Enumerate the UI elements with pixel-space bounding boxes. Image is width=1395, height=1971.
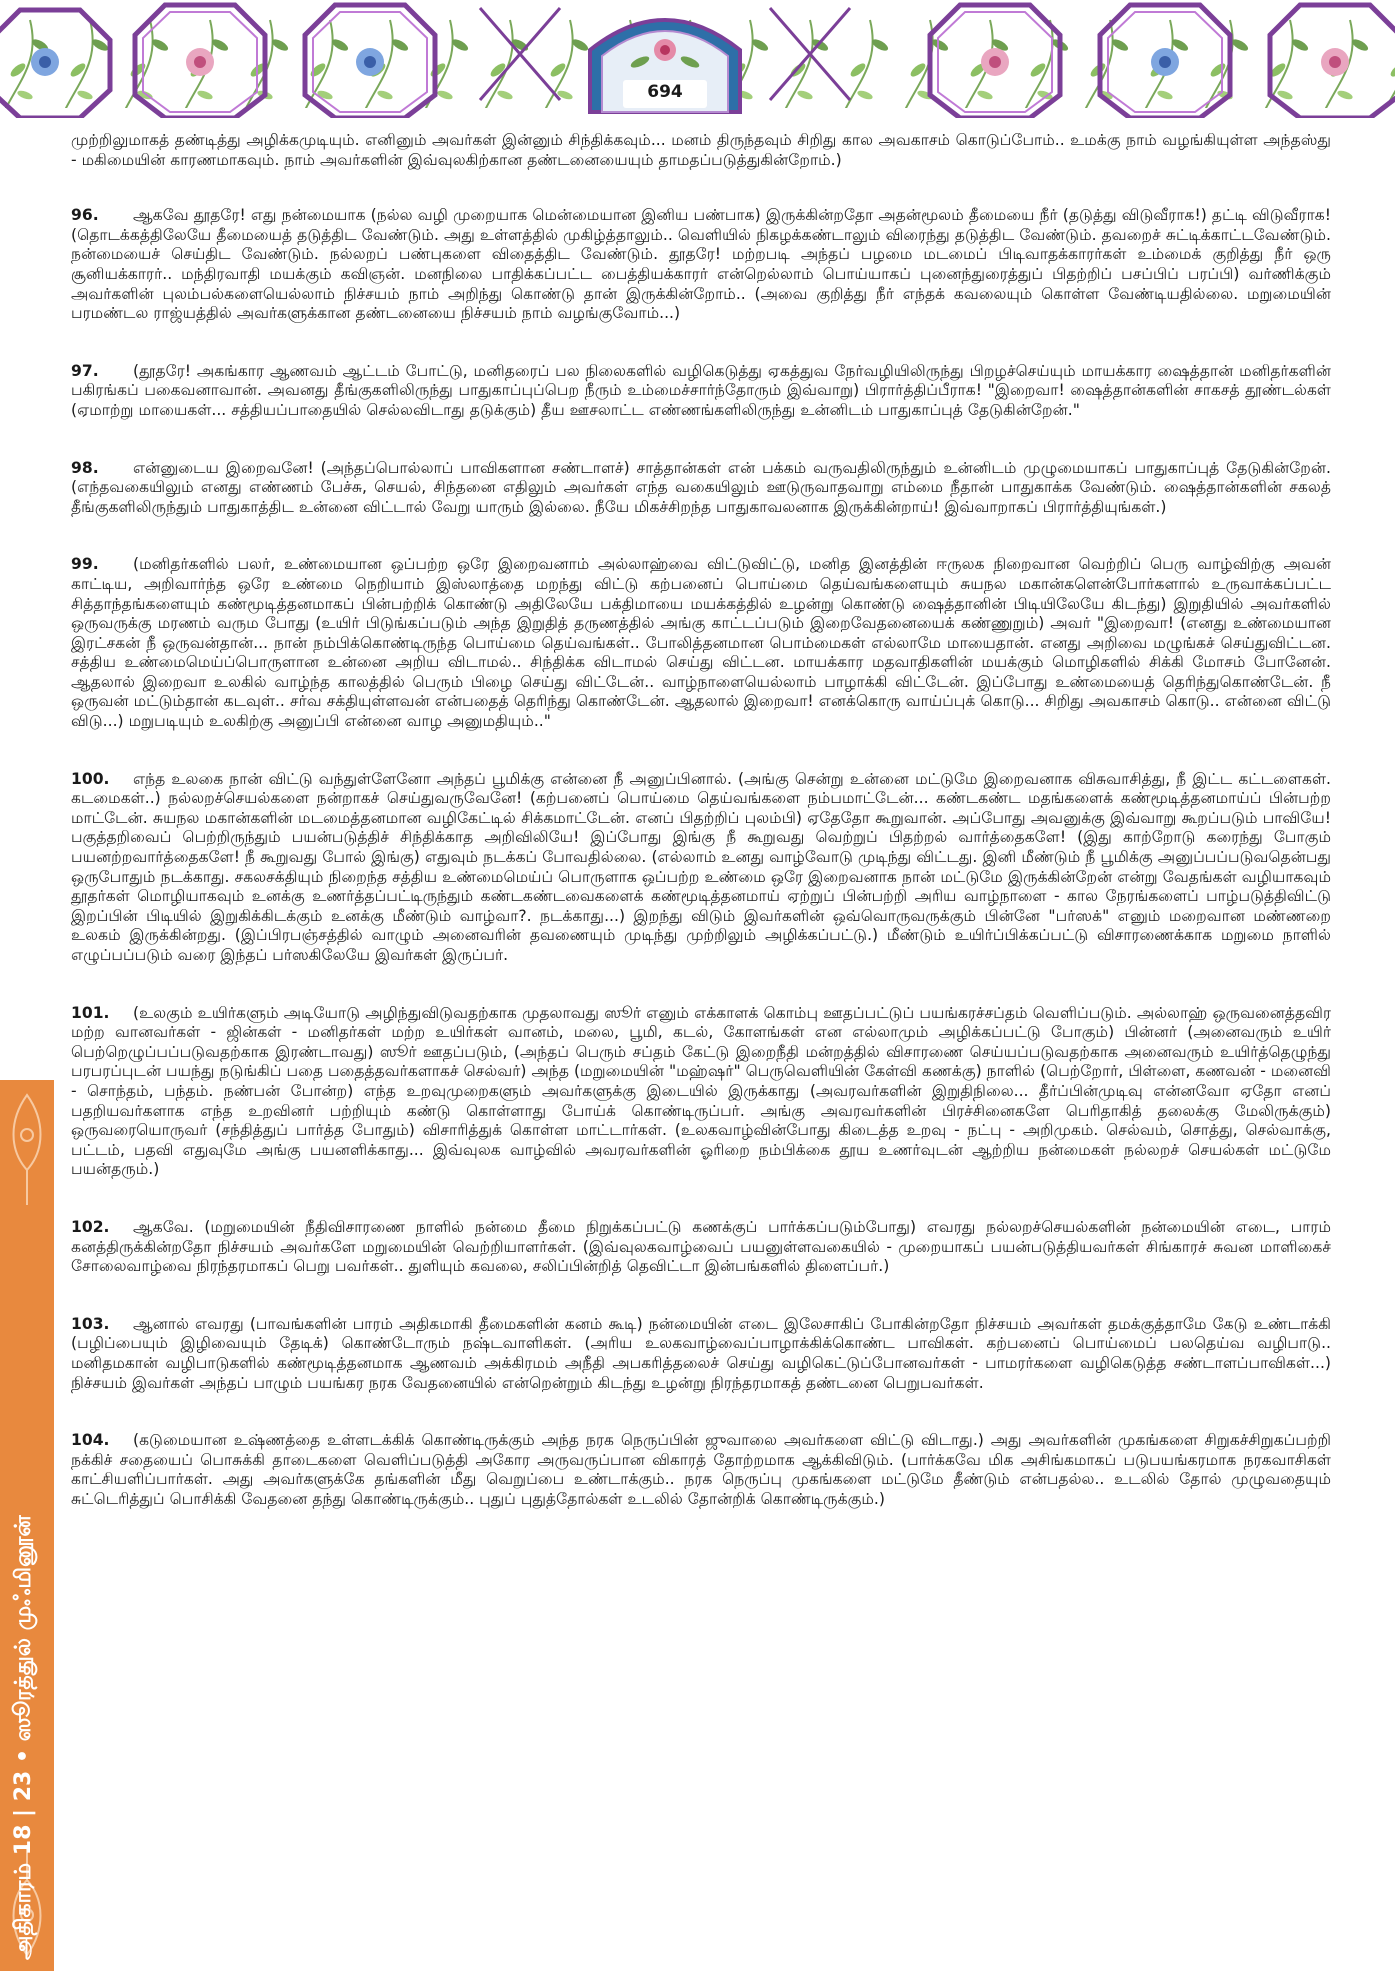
verse-paragraph	[71, 1218, 1331, 1277]
verse-paragraph	[71, 206, 1331, 324]
paragraph-text: (கடுமையான உஷ்ணத்தை உள்ளடக்கிக் கொண்டிருக்கும் அந்த நரக நெருப்பின் ஜுவாலை அவர்களை விட்டு விடாது.) அது அவர்களின் முகங்களை சிறுகச்சிறுகப்பற்றி நக்கிச் சதையைப் பொசுக்கி தாடைகளை வெளிப்படுத்தி அகோர அருவருப்பான விகாரத் தோற்றமாக ஆக்கிவிடும். (பார்க்கவே மிக அசிங்கமாகப் படுபயங்கரமாக நரகவாசிகள் காட்சியளிப்பார்கள். அது அவர்களுக்கே தங்களின் மீது வெறுப்பை உண்டாக்கும்.. நரக நெருப்பு முகங்களை மட்டுமே தீண்டும் என்பதல்ல.. உடலில் தோல் முழுவதையும் சுட்டெரித்துப் பொசிக்கி வேதனை தந்து கொண்டிருக்கும்.. புதுப் புதுத்தோல்கள் உடலில் தோன்றிக் கொண்டிருக்கும்.)	[71, 1431, 1331, 1508]
paragraph-text: முற்றிலுமாகத் தண்டித்து அழிக்கமுடியும். எனினும் அவர்கள் இன்னும் சிந்திக்கவும்... மனம் திருந்தவும் சிறிது கால அவகாசம் கொடுப்போம்.. உமக்கு நாம் வழங்கியுள்ள அந்தஸ்து - மகிமையின் காரணமாகவும். நாம் அவர்களின் இவ்வுலகிற்கான தண்டனையையும் தாமதப்படுத்துகின்றோம்.)	[71, 131, 1331, 169]
page-number: 694	[647, 82, 683, 102]
verse-paragraph	[71, 1431, 1331, 1509]
verse-number: 103.	[71, 1314, 110, 1333]
verse-paragraph	[71, 362, 1331, 421]
verse-paragraph	[71, 770, 1331, 966]
floral-ornament-icon	[4, 1090, 50, 1210]
paragraph-text: ஆகவே தூதரே! எது நன்மையாக (நல்ல வழி முறையாக மென்மையான இனிய பண்பாக) இருக்கின்றதோ அதன்மூலம் தீமையை நீர் (தடுத்து விடுவீராக!) தட்டி விடுவீராக! (தொடக்கத்திலேயே தீமையைத் தடுத்திட வேண்டும். அது உள்ளத்தில் முகிழ்த்தாலும்.. வெளியில் நிகழக்கண்டாலும் விரைந்து தடுத்திட வேண்டும். தவறைச் சுட்டிக்காட்டவேண்டும். நன்மையைச் செய்திட வேண்டும். நல்லறப் பண்புகளை விதைத்திட வேண்டும். தூதரே! மற்றபடி அந்தப் பழமை மடமைப் பிடிவாதக்காரர்கள் உம்மைக் குறித்து நீர் ஒரு சூனியக்காரர்.. மந்திரவாதி மயக்கும் கவிஞன். மனநிலை பாதிக்கப்பட்ட பைத்தியக்காரர் என்றெல்லாம் பொய்யாகப் புனைந்துரைத்துப் பிதற்றிப் பசப்பிப் பரப்பி) வர்ணிக்கும் அவர்களின் புலம்பல்களையெல்லாம் நிச்சயம் நாம் அறிந்து கொண்டு தான் இருக்கின்றோம்.. (அவை குறித்து நீர் எந்தக் கவலையும் கொள்ள வேண்டியதில்லை. மறுமையின் பரமண்டல ராஜ்யத்தில் அவர்களுக்கான தண்டனையை நிச்சயம் நாம் வழங்குவோம்...)	[71, 206, 1331, 323]
verse-paragraph	[71, 131, 1331, 170]
verse-number: 104.	[71, 1431, 110, 1450]
verse-number: 99.	[71, 555, 99, 574]
verse-paragraph	[71, 1315, 1331, 1393]
verse-number: 102.	[71, 1217, 110, 1236]
paragraph-text: எந்த உலகை நான் விட்டு வந்துள்ளேனோ அந்தப் பூமிக்கு என்னை நீ அனுப்பினால். (அங்கு சென்று உன்னை மட்டுமே இறைவனாக விசுவாசித்து, நீ இட்ட கட்டளைகள். கடமைகள்..) நல்லறச்செயல்களை நன்றாகச் செய்துவருவேனே! (கற்பனைப் பொய்மை தெய்வங்களை நம்பமாட்டேன்... கண்டகண்ட மதங்களைக் கண்மூடித்தனமாய்ப் பின்பற்ற மாட்டேன். சுயநல மகான்களின் மடமைத்தனமான வழிகேட்டில் சிக்கமாட்டேன். எனப் பிதற்றிப் புலம்பி) ஏதேதோ கூறுவான். அப்போது அவனுக்கு இவ்வாறு கூறப்படும் பாவியே! பகுத்தறிவைப் பெற்றிருந்தும் பயன்படுத்திச் சிந்திக்காத அறிவிலியே! இப்போது இங்கு நீ கூறுவது வெற்றுப் பிதற்றல் வார்த்தைகளே! (இது காற்றோடு கரைந்து போகும் பயனற்றவார்த்தைகளே! நீ கூறுவது போல் இங்கு) எதுவும் நடக்கப் போவதில்லை. (எல்லாம் உனது வாழ்வோடு முடிந்து விட்டது. இனி மீண்டும் நீ பூமிக்கு அனுப்பப்படுவதென்பது ஒருபோதும் நடக்காது. சகலசக்தியும் நிறைந்த சத்திய உண்மைமெய்ப் பொருளாக ஒப்பற்ற உண்மை ஒரே இறைவனாக நான் மட்டுமே இருக்கின்றேன் என்று வேதங்கள் வழியாகவும் தூதர்கள் மொழியாகவும் உனக்கு உணர்த்தப்பட்டிருந்தும் கண்டகண்டவைகளைக் கண்மூடித்தனமாய் ஏற்றுப் பின்பற்றி அரிய வாழ்நாளை - கால நேரங்களைப் பாழ்படுத்திவிட்டு இறப்பின் பிடியில் இறுகிக்கிடக்கும் உனக்கு மீண்டும் வாழ்வா?. நடக்காது...) இறந்து விடும் இவர்களின் ஒவ்வொருவருக்கும் பின்னே "பர்ஸக்" எனும் மறைவான மண்ணறை உலகம் இருக்கின்றது. (இப்பிரபஞ்சத்தில் வாழும் அனைவரின் தவணையும் முடிந்து முற்றிலும் அழிக்கப்பட்டு.) மீண்டும் உயிர்ப்பிக்கப்பட்டு விசாரணைக்காக மறுமை நாளில் எழுப்பப்படும் வரை இந்தப் பர்ஸகிலேயே இவர்கள் இருப்பர்.	[71, 769, 1331, 964]
paragraph-text: (மனிதர்களில் பலர், உண்மையான ஒப்பற்ற ஒரே இறைவனாம் அல்லாஹ்வை விட்டுவிட்டு, மனித இனத்தின் ஈருலக நிறைவான வெற்றிப் பெரு வாழ்விற்கு அவன் காட்டிய, அறிவார்ந்த ஒரே உண்மை நெறியாம் இஸ்லாத்தை மறந்து விட்டு கற்பனைப் பொய்மை தெய்வங்களையும் சுயநல மகான்களென்போர்களால் உருவாக்கப்பட்ட சித்தாந்தங்களையும் கண்மூடித்தனமாகப் பின்பற்றிக் கொண்டு அதிலேயே பக்திமாயை மயக்கத்தில் உழன்று கொண்டு ஷைத்தானின் பிடியிலேயே கிடந்து) இறுதியில் அவர்களில் ஒருவருக்கு மரணம் வரும போது (உயிர் பிடுங்கப்படும் அந்த இறுதித் தருணத்தில் அங்கு காட்டப்படும் இறைவேதனையைக் கண்ணுறும்) அவர் "இறைவா! (எனது உண்மையான இரட்சகன் நீ ஒருவன்தான்... நான் நம்பிக்கொண்டிருந்த பொய்மை தெய்வங்கள்.. போலித்தனமான பொம்மைகள் எல்லாமே மாயைதான். எனது அறிவை மழுங்கச் செய்துவிட்டன. சத்திய உண்மைமெய்ப்பொருளான உன்னை அறிய விடாமல்.. சிந்திக்க விடாமல் செய்து விட்டன. மாயக்கார மதவாதிகளின் மயக்கும் மொழிகளில் சிக்கி மோசம் போனேன். ஆதலால் இறைவா உலகில் வாழ்ந்த காலத்தில் பெரும் பிழை செய்து விட்டேன்.. வாழ்நாளையெல்லாம் பாழாக்கி விட்டேன். இப்போது உண்மையைத் தெரிந்துகொண்டேன். நீ ஒருவன் மட்டும்தான் கடவுள்.. சர்வ சக்தியுள்ளவன் என்பதைத் தெரிந்து கொண்டேன். ஆதலால் இறைவா! எனக்கொரு வாய்ப்புக் கொடு... சிறிது அவகாசம் கொடு.. என்னை விட்டு விடு...) மறுபடியும் உலகிற்கு அனுப்பி என்னை வாழ அனுமதியும்.."	[71, 555, 1331, 731]
chapter-surah-label: அதிகாரம் 18 | 23 • ஸூரத்துல் முஃமினூன்	[11, 1515, 36, 1960]
verse-number: 97.	[71, 361, 99, 380]
paragraph-text: என்னுடைய இறைவனே! (அந்தப்பொல்லாப் பாவிகளான சண்டாளச்) சாத்தான்கள் என் பக்கம் வருவதிலிருந்தும் உன்னிடம் முழுமையாகப் பாதுகாப்புத் தேடுகின்றேன். (எந்தவகையிலும் எனது எண்ணம் பேச்சு, செயல், சிந்தனை எதிலும் அவர்கள் எந்த வகையிலும் ஊடுருவாதவாறு எம்மை நீதான் பாதுகாக்க வேண்டும். ஷைத்தான்களின் சகலத் தீங்குகளிலிருந்தும் பாதுகாத்திட உன்னை விட்டால் வேறு யாரும் இல்லை. நீயே மிகச்சிறந்த பாதுகாவலனாக இருக்கின்றாய்! இவ்வாறாகப் பிரார்த்தியுங்கள்.)	[71, 458, 1331, 516]
paragraph-text: ஆகவே. (மறுமையின் நீதிவிசாரணை நாளில் நன்மை தீமை நிறுக்கப்பட்டு கணக்குப் பார்க்கப்படும்போது) எவரது நல்லறச்செயல்களின் நன்மையின் எடை, பாரம் கனத்திருக்கின்றதோ நிச்சயம் அவர்களே மறுமையின் வெற்றியாளர்கள். (இவ்வுலகவாழ்வைப் பயனுள்ளவகையில் - முறையாகப் பயன்படுத்தியவர்கள் சிங்காரச் சுவன மாளிகைச் சோலைவாழ்வை நிரந்தரமாகப் பெறு பவர்கள்.. துளியும் கவலை, சலிப்பின்றித் தெவிட்டா இன்பங்களில் திளைப்பர்.)	[71, 1217, 1331, 1276]
paragraph-text: (தூதரே! அகங்கார ஆணவம் ஆட்டம் போட்டு, மனிதரைப் பல நிலைகளில் வழிகெடுத்து ஏகத்துவ நேர்வழியிலிருந்து பிறழச்செய்யும் மாயக்கார ஷைத்தான் மனிதர்களின் பகிரங்கப் பகைவனாவான். அவனது தீங்குகளிலிருந்து பாதுகாப்புப்பெற நீரும் உம்மைச்சார்ந்தோரும் இவ்வாறு) பிரார்த்திப்பீராக! "இறைவா! ஷைத்தான்களின் சாகசத் தூண்டல்கள் (ஏமாற்று மாயைகள்... சத்தியப்பாதையில் செல்லவிடாது தடுக்கும்) தீய ஊசலாட்ட எண்ணங்களிலிருந்து உன்னிடம் பாதுகாப்புத் தேடுகின்றேன்."	[71, 361, 1331, 419]
decorative-header-border	[0, 0, 1395, 118]
verse-paragraph	[71, 459, 1331, 518]
verse-commentary-body	[71, 131, 1331, 1547]
verse-paragraph	[71, 1004, 1331, 1180]
paragraph-text: ஆனால் எவரது (பாவங்களின் பாரம் அதிகமாகி தீமைகளின் கனம் கூடி) நன்மையின் எடை இலேசாகிப் போகின்றதோ நிச்சயம் அவர்கள் தமக்குத்தாமே கேடு உண்டாக்கி (பழிப்பையும் இழிவையும் தேடிக்) கொண்டோரும் நஷ்டவாளிகள். (அரிய உலகவாழ்வைப்பாழாக்கிக்கொண்ட பாவிகள். கற்பனைப் பொய்மைப் பலதெய்வ வழிபாடு.. மனிதமகான் வழிபாடுகளில் கண்மூடித்தனமாக ஆணவம் அக்கிரமம் அநீதி அபகரித்தலைச் செய்து வழிகெட்டுப்போனவர்கள் - பாமரர்களை வழிகெடுத்த சண்டாளப்பாவிகள்...) நிச்சயம் இவர்கள் அந்தப் பாழும் பயங்கர நரக வேதனையில் என்றென்றும் கிடந்து உழன்று நிரந்தரமாகத் தண்டனை பெறுபவர்கள்.	[71, 1314, 1331, 1392]
verse-number: 96.	[71, 206, 99, 225]
verse-number: 100.	[71, 769, 110, 788]
paragraph-text: (உலகும் உயிர்களும் அடியோடு அழிந்துவிடுவதற்காக முதலாவது ஸூர் எனும் எக்காளக் கொம்பு ஊதப்பட்டுப் பயங்கரச்சப்தம் வெளிப்படும். அல்லாஹ் ஒருவனைத்தவிர மற்ற வானவர்கள் - ஜின்கள் - மனிதர்கள் மற்ற உயிர்கள் வானம், மலை, பூமி, கடல், கோளங்கள் என எல்லாமும் அழிக்கப்பட்டு போகும்) பின்னர் (அனைவரும் உயிர் பெற்றெழுப்பப்படுவதற்காக இரண்டாவது) ஸூர் ஊதப்படும், (அந்தப் பெரும் சப்தம் கேட்டு இறைநீதி மன்றத்தில் விசாரணை செய்யப்படுவதற்காக அனைவரும் உயிர்த்தெழுந்து பரபரப்புடன் பயந்து நடுங்கிப் பதை பதைத்தவர்களாகச் செல்வர்) அந்த (மறுமையின் "மஹ்ஷர்" பெருவெளியின் கேள்வி கணக்கு) நாளில் (பெற்றோர், பிள்ளை, கணவன் - மனைவி - சொந்தம், பந்தம். நண்பன் போன்ற) எந்த உறவுமுறைகளும் அவர்களுக்கு இடையில் இருக்காது (அவரவர்களின் இறுதிநிலை... தீர்ப்பின்முடிவு என்னவோ ஏதோ எனப் பதறியவர்களாக எந்த உறவினர் பற்றியும் கண்டு கொள்ளாது போய்க் கொண்டிருப்பர். அங்கு அவரவர்களின் பிரச்சினைகளே பெரிதாகித் தலைக்கு மேலிருக்கும்) ஒருவரையொருவர் (சந்தித்துப் பார்த்த போதும்) விசாரித்துக் கொள்ள மாட்டார்கள். (உலகவாழ்வின்போது கிடைத்த உறவு - நட்பு - அறிமுகம். செல்வம், சொத்து, செல்வாக்கு, பட்டம், பதவி எதுவுமே அங்கு பயனளிக்காது... இவ்வுலக வாழ்வில் அவரவர்களின் ஓரிறை நம்பிக்கை தூய உணர்வுடன் ஆற்றிய நன்மைகள் நல்லறச் செயல்கள் மட்டுமே பயன்தரும்.)	[71, 1003, 1332, 1179]
verse-number: 101.	[71, 1003, 110, 1022]
verse-paragraph	[71, 555, 1331, 731]
verse-number: 98.	[71, 458, 99, 477]
